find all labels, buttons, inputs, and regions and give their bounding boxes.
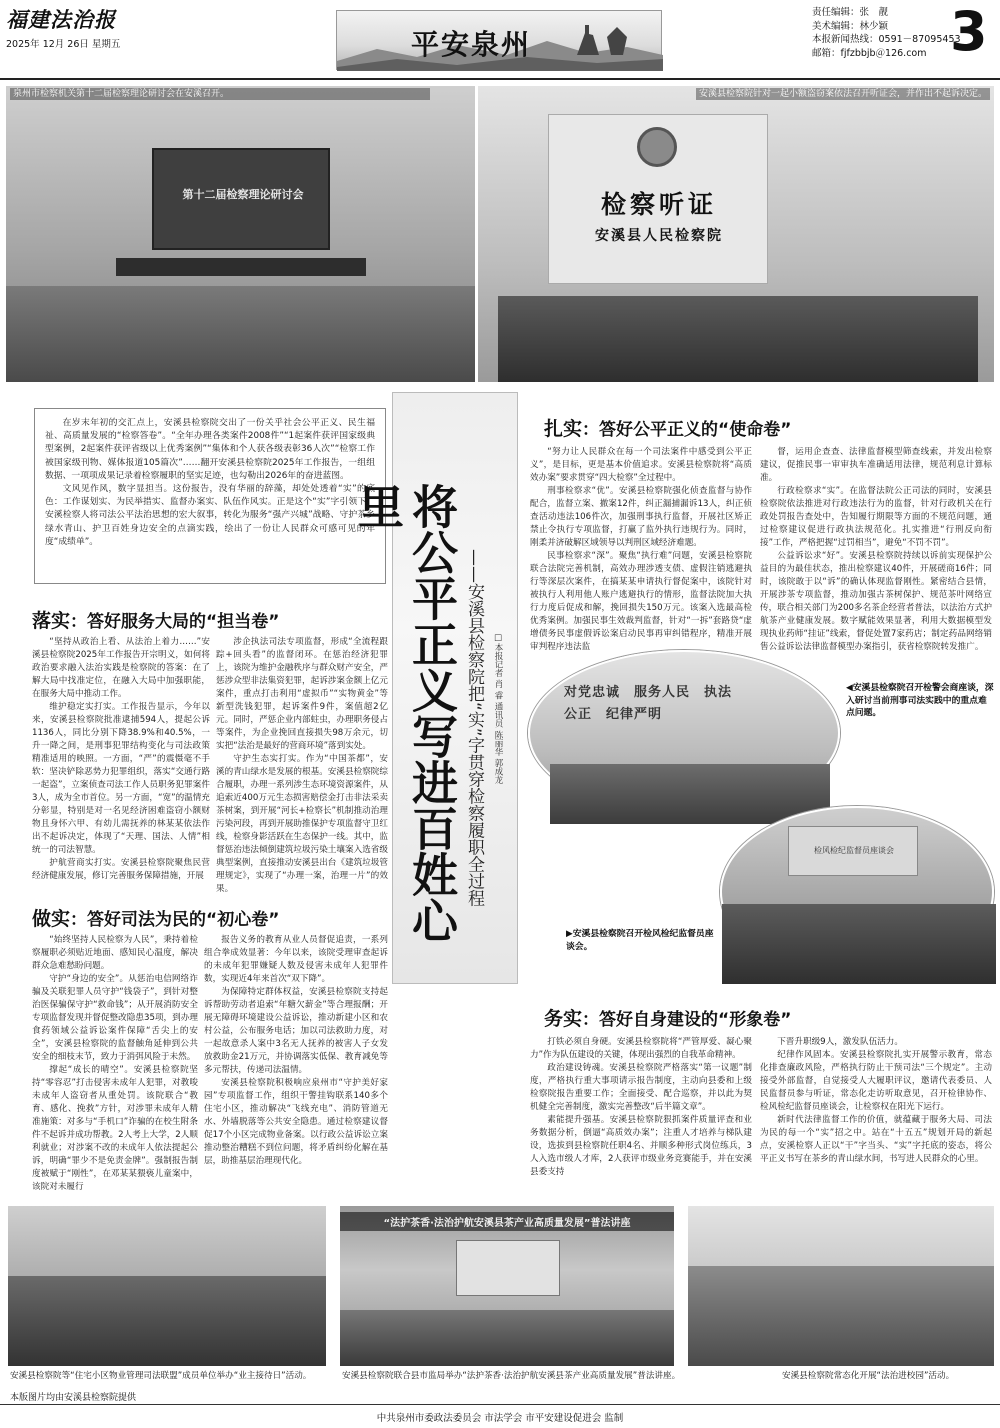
section-1-title	[32, 606, 279, 633]
section-1-heading: ：答好服务大局的“担当卷”	[70, 612, 280, 632]
art-editor-line: 美术编辑：林少颖	[812, 20, 889, 32]
section-3-title	[544, 414, 791, 441]
hearing-banner-sub: 安溪县人民检察院	[595, 228, 723, 244]
section-2-col-2	[204, 934, 388, 1202]
meeting-wall-text: 对党忠诚 服务人民 执法公正 纪律严明	[564, 685, 733, 722]
meeting-table	[550, 764, 830, 824]
hearing-banner-main: 检察听证	[600, 190, 717, 219]
headline-byline: □本报记者 肖 睿 通讯员 陈丽华 郭成龙	[493, 633, 503, 785]
photo-reception-day	[8, 1206, 326, 1366]
section-2-prefix: 做实	[32, 908, 71, 930]
section-3-col-2	[760, 446, 992, 652]
section-3-para: 公益诉讼求“好”。安溪县检察院持续以诉前实现保护公益目的为最佳状态，推出检察建议40件，开展磋商16件；同时，该院敢于以“诉”的确认体现监督刚性。紧密结合县情，开展涉茶专项监督，推动加强古茶树保护、规范茶叶网络宣传，联合相关部门为200多名茶企经营者普法，以法治方式护航茶产业健康发展。数字赋能效果显著，利用大数据模型发现执业药师“挂证”线索，督促处置7家药店；制定药品网络销售公益诉讼法律监督模型办案指引，获省检察院转发推广。	[760, 551, 992, 652]
section-banner	[336, 10, 662, 70]
editor-line: 责任编辑：张 靓	[812, 7, 889, 18]
headline-block	[351, 392, 518, 984]
headline-subtitle: ——安溪县检察院把“实”字贯穿检察履职全过程	[464, 549, 484, 907]
editor-info	[812, 6, 961, 60]
photo-reception-day-caption: 安溪县检察院等“住宅小区物业管理司法联盟”成员单位举办“业主接待日”活动。	[10, 1371, 312, 1381]
photo-hearing-caption: 安溪县检察院针对一起小额盗窃案依法召开听证会，并作出不起诉决定。	[696, 88, 990, 100]
section-3-col-1	[530, 446, 752, 652]
intro-paragraph-1: 在岁末年初的交汇点上，安溪县检察院交出了一份关乎社会公平正义、民生福祉、高质量发展的“检察答卷”。“全年办理各类案件2008件”“1起案件获评国家级典型案例，2起案件获评省级以上优秀案例”“集体和个人获各级表彰36人次”“检察工作被国家级刊物、媒体报道105篇次”……翻开安溪县检察院2025年工作报告，一组组数据、一项项成果记录着检察履职的坚实足迹，也勾勒出2026年的奋进蓝图。	[45, 418, 375, 481]
supervisor-screen	[788, 826, 918, 876]
seminar-audience	[6, 286, 475, 382]
section-3-para: “努力让人民群众在每一个司法案件中感受到公平正义”，是目标，更是基本价值追求。安溪县检察院将“高质效办案”要求贯穿“四大检察”全过程中。	[530, 447, 752, 483]
photo-police-meeting	[528, 650, 840, 816]
section-2-heading: ：答好司法为民的“初心卷”	[70, 910, 280, 930]
section-4-title	[544, 1004, 791, 1031]
section-3-para: 刑事检察求“优”。安溪县检察院强化侦查监督与协作配合，监督立案、撤案12件，纠正漏捕漏诉13人，纠正侦查活动违法106件次，加强刑事执行监督，开展社区矫正禁止令执行专项监督，打赢了监外执行违规行为。同时，刚柔并济破解区域领导以判刑区域经济难题。	[530, 486, 752, 548]
tea-lecture-screen	[456, 1240, 560, 1296]
section-title: 平安泉州	[411, 28, 532, 61]
photo-tea-lecture	[340, 1206, 674, 1366]
photo-school-visit-caption: 安溪县检察院常态化开展“法治进校园”活动。	[782, 1371, 955, 1381]
tea-lecture-audience	[340, 1310, 674, 1366]
photo-seminar	[6, 86, 475, 382]
school-visit-people	[688, 1266, 994, 1366]
section-2-title	[32, 904, 279, 931]
masthead-rule	[0, 78, 1000, 80]
section-1-para: 守护生态实打实。作为“中国茶都”，安溪的青山绿水是发展的根基。安溪县检察院综合履职，办理一系列涉生态环境资源案件，从追索近400万元生态损害赔偿金打击非法采卖茶树案，到开展“河长+检察长”机制推动治理污染河段，再到开展助推保护专项监督守卫红线，检察身影活跃在生态保护一线。其中，监督惩治违法倾倒建筑垃圾污染土壤案入选省级典型案例，直接推动安溪县出台《建筑垃圾管理规定》，实现了“办理一案，治理一片”的效果。	[216, 754, 388, 894]
section-2-para: 安溪县检察院积极响应泉州市“守护美好家园”专项监督工作，组织干警挂钩联系140多个住宅小区，推动解决“飞线充电”、消防管道无水、外墙脱落等公共安全隐患。通过检察建议督促17个小区完成物业备案。以行政公益诉讼立案推动整治糟糕不到位问题，将矛盾纠纷化解在基层，助推基层治理现代化。	[204, 1078, 388, 1166]
photo-credit: 本版图片均由安溪县检察院提供	[10, 1393, 137, 1403]
section-1-col-1	[32, 636, 210, 881]
hearing-backdrop	[548, 114, 768, 284]
supervisor-screen-text: 检风检纪监督员座谈会	[814, 846, 894, 855]
section-1-para: 护航营商实打实。安溪县检察院聚焦民营经济健康发展，修订完善服务保障措施，开展	[32, 858, 210, 881]
photo-tea-lecture-caption: 安溪县检察院联合县市监局举办“法护茶香·法治护航安溪县茶产业高质量发展”普法讲座。	[342, 1371, 681, 1381]
section-2-para: 撑起“成长的晴空”。安溪县检察院坚持“零容忍”打击侵害未成年人犯罪，对教唆未成年人盗窃者从重处罚。该院联合“教育、感化、挽救”方针，对涉罪未成年人精准施策：对多与“手机口”诈骗的在校生附条件不起诉并成功帮教。2人考上大学，2人顺利就业；对涉案不改的未成年人依法提起公诉，明确“罪少不是免责金牌”。强制报告制度被赋于“刚性”，在邓某某猥亵儿童案中，该院对未履行	[32, 1065, 198, 1192]
seminar-screen	[152, 148, 330, 250]
news-hotline: 本报新闻热线：0591－87095453	[812, 34, 961, 45]
section-2-para: 守护“身边的安全”。从惩治电信网络诈骗及关联犯罪人员守护“钱袋子”，到针对整治医保骗保守护“救命钱”；从开展消防安全专项监督发现并督促整改隐患35项，到办理食药领域公益诉讼案件保障“舌尖上的安全”，安溪县检察院的监督触角延伸到公共安全的细枝末节，致力于消弭风险于未然。	[32, 974, 198, 1062]
section-3-prefix: 扎实	[544, 418, 583, 440]
section-4-para: 打铁必须自身硬。安溪县检察院将“严管厚爱、凝心聚力”作为队伍建设的关键，体现出强烈的自我革命精神。	[530, 1037, 752, 1060]
section-4-para: 政治建设铸魂。安溪县检察院严格落实“第一议题”制度，严格执行重大事项请示报告制度，主动向县委和上级检察院报告重要工作；全面接受、配合巡察，并以此为契机健全完善制度，激实完善整改“后半篇文章”。	[530, 1063, 752, 1112]
reception-people	[8, 1276, 326, 1366]
seminar-screen-text: 第十二届检察理论研讨会	[182, 188, 304, 201]
photo-seminar-caption: 泉州市检察机关第十二届检察理论研讨会在安溪召开。	[10, 88, 430, 100]
seminar-stage-table	[116, 258, 366, 276]
emblem-icon	[637, 127, 677, 167]
section-4-para: 下晋升职级9人，激发队伍活力。	[777, 1037, 903, 1047]
photo-supervisor-meeting-caption: ▶安溪县检察院召开检风检纪监督员座谈会。	[566, 929, 714, 952]
headline-main: 将公平正义写进百姓心里	[351, 483, 459, 943]
section-3-para: 行政检察求“实”。在监督法院公正司法的同时，安溪县检察院依法推进对行政违法行为的监督，针对行政机关在行政处罚报告查处中，告知履行期限等方面的不规范问题，通过检察建议促进行政执法规范化。扎实推进“行刑反向衔接”工作，严格把握“过罚相当”，避免“不罚不罚”。	[760, 486, 992, 548]
tea-lecture-banner: “法护茶香·法治护航安溪县茶产业高质量发展”普法讲座	[340, 1212, 674, 1231]
section-2-col-1	[32, 934, 198, 1202]
section-3-para: 民事检察求“深”。聚焦“执行难”问题，安溪县检察院联合法院完善机制，高效办理涉透支债、虚假注销逃避执行等深层次案件，在搞某某申请执行督促案中，该院针对被执行人利用他人账户逃避执行的情形，监督法院加大执行力度后促成和解，挽回损失150万元。该案入选最高检优秀案例。加强民事生效裁判监督，针对“一拆”套路贷“虚增债务民事虚假诉讼案启动民事再审纠错程序，精准开展审判程序违法监	[530, 551, 752, 652]
newspaper-logo: 福建法治报	[6, 7, 116, 32]
section-4-para: 纪律作风固本。安溪县检察院扎实开展警示教育，常态化排查廉政风险，严格执行防止干预司法“三个规定”。主动接受外部监督，自觉接受人大履职评议，邀请代表委员、人民监督员参与听证，常态化走访听取意见，召开检律协作、检风检纪监督员座谈会，让检察权在阳光下运行。	[760, 1050, 992, 1112]
section-2-para: 报告义务的教育从业人员督促追责，一系列组合拳成效显著：今年以来，该院受理审查起诉的未成年犯罪嫌疑人数及侵害未成年人犯罪件数，实现近4年来首次“双下降”。	[204, 935, 388, 984]
email-line: 邮箱：fjfzbbjb＠126.com	[812, 47, 927, 59]
section-1-para: “坚持从政治上看、从法治上着力……”安溪县检察院2025年工作报告开宗明义，如何将政治要求融入法治实践是检察院的答案：在了解大局中找准定位，在融入大局中加强职能，在服务大局中推动工作。	[32, 637, 210, 699]
supervisor-attendees	[722, 904, 996, 984]
footer-sponsors: 中共泉州市委政法委员会 市法学会 市平安建设促进会 监制	[376, 1413, 624, 1424]
photo-supervisor-meeting	[720, 806, 994, 978]
footer-rule	[0, 1404, 1000, 1405]
photo-school-visit	[688, 1206, 994, 1366]
intro-paragraphs	[45, 417, 375, 577]
photo-police-meeting-caption: ◀安溪县检察院召开检警会商座谈，深入研讨当前刑事司法实践中的重点难点问题。	[846, 683, 994, 718]
intro-paragraph-2: 文风见作风，数字显担当。这份报告，没有华丽的辞藻，却处处透着“实”的底色：工作谋划实、为民举措实、监督办案实、队伍作风实。正是这个“实”字引领下，安溪检察人将司法公平法治思想的宏大叙事，转化为服务“强产兴城”战略、守护茶乡绿水青山、护卫百姓身边安全的点滴实践，绘出了一份让人民群众可感可见的年度“成绩单”。	[45, 484, 375, 547]
section-4-heading: ：答好自身建设的“形象卷”	[582, 1010, 792, 1030]
section-4-prefix: 务实	[544, 1008, 583, 1030]
issue-date: 2025年 12月 26日 星期五	[6, 39, 121, 50]
section-2-para: 为保障特定群体权益，安溪县检察院支持起诉帮助劳动者追索“年糖欠薪金”等合理报酬；开展无障碍环境建设公益诉讼，推动新建小区和农村公益，公布服务电话；加以司法救助力度，对一起故意杀人案中3名无人抚养的被害人子女发放救助金21万元，并协调落实低保、教育减免等多元帮扶，传递司法温情。	[204, 987, 388, 1075]
section-4-col-2	[760, 1036, 992, 1202]
section-4-col-1	[530, 1036, 752, 1202]
section-2-para: “始终坚持人民检察为人民”，秉持着检察履职必须贴近地面、感知民心温度，解决群众急难愁盼问题。	[32, 935, 198, 971]
section-4-para: 新时代法律监督工作的价值，就蕴藏于服务大局、司法为民的每一个“实”招之中。站在“十五五”规划开局的新起点，安溪检察人正以“干”字当头、“实”字托底的姿态，将公平正义书写在茶乡的青山绿水间，书写进人民群众的心里。	[760, 1115, 992, 1164]
intro-box	[34, 408, 386, 584]
masthead	[0, 0, 1000, 82]
section-1-prefix: 落实	[32, 610, 71, 632]
section-3-para: 督，运用企查查、法律监督模型筛查线索，并发出检察建议，促推民事一审审执车准确适用法律，规范利息计算标准。	[760, 447, 992, 483]
page-number: 3	[950, 0, 988, 63]
section-1-para: 维护稳定实打实。工作报告显示，今年以来，安溪县检察院批准逮捕594人，提起公诉1136人，同比分别下降38.9%和40.5%，一升一降之间，是刑事犯罪结构变化与司法政策精准适用的映照。一方面，“严”的震慑毫不手软：坚决铲除恶势力犯罪组织，落实“交通行路一起盗”，立案侦查司法工作人员职务犯罪案件3人，成为全市首位。另一方面，“宽”的温情充分彰显，特别是对一名见经济困难盗窃小额财物且身怀六甲、有幼儿需抚养的林某某依法作出不起诉决定，体现了“天理、国法、人情”相统一的司法智慧。	[32, 702, 210, 855]
hearing-table	[498, 296, 978, 382]
bottom-photo-row	[0, 1206, 1000, 1394]
section-3-heading: ：答好公平正义的“使命卷”	[582, 420, 792, 440]
photo-hearing	[478, 86, 994, 382]
section-1-para: 涉企执法司法专项监督，形成“全流程跟踪+回头看”的监督闭环。在惩治经济犯罪上，该院为维护金融秩序与群众财产安全，严惩涉众型非法集资犯罪，起诉涉案金额上亿元案件，重点打击利用“虚拟币”“实物黄金”等新型洗钱犯罪，起诉案件9件，案值超2亿元。同时，严惩企业内部蛀虫，办理职务侵占等案件，为企业挽回直接损失98万余元，切实把“法治是最好的营商环境”落到实处。	[216, 637, 388, 751]
section-1-col-2	[216, 636, 388, 894]
section-4-para: 素能提升强基。安溪县检察院狠抓案件质量评查和业务数据分析，倒逼“高质效办案”；注重人才培养与梯队建设，选拔到县检察院任职4名、并顺多种形式岗位练兵，3人入选市级人才库，2人获评市级业务竞赛能手，并在安溪县委支持	[530, 1115, 752, 1177]
